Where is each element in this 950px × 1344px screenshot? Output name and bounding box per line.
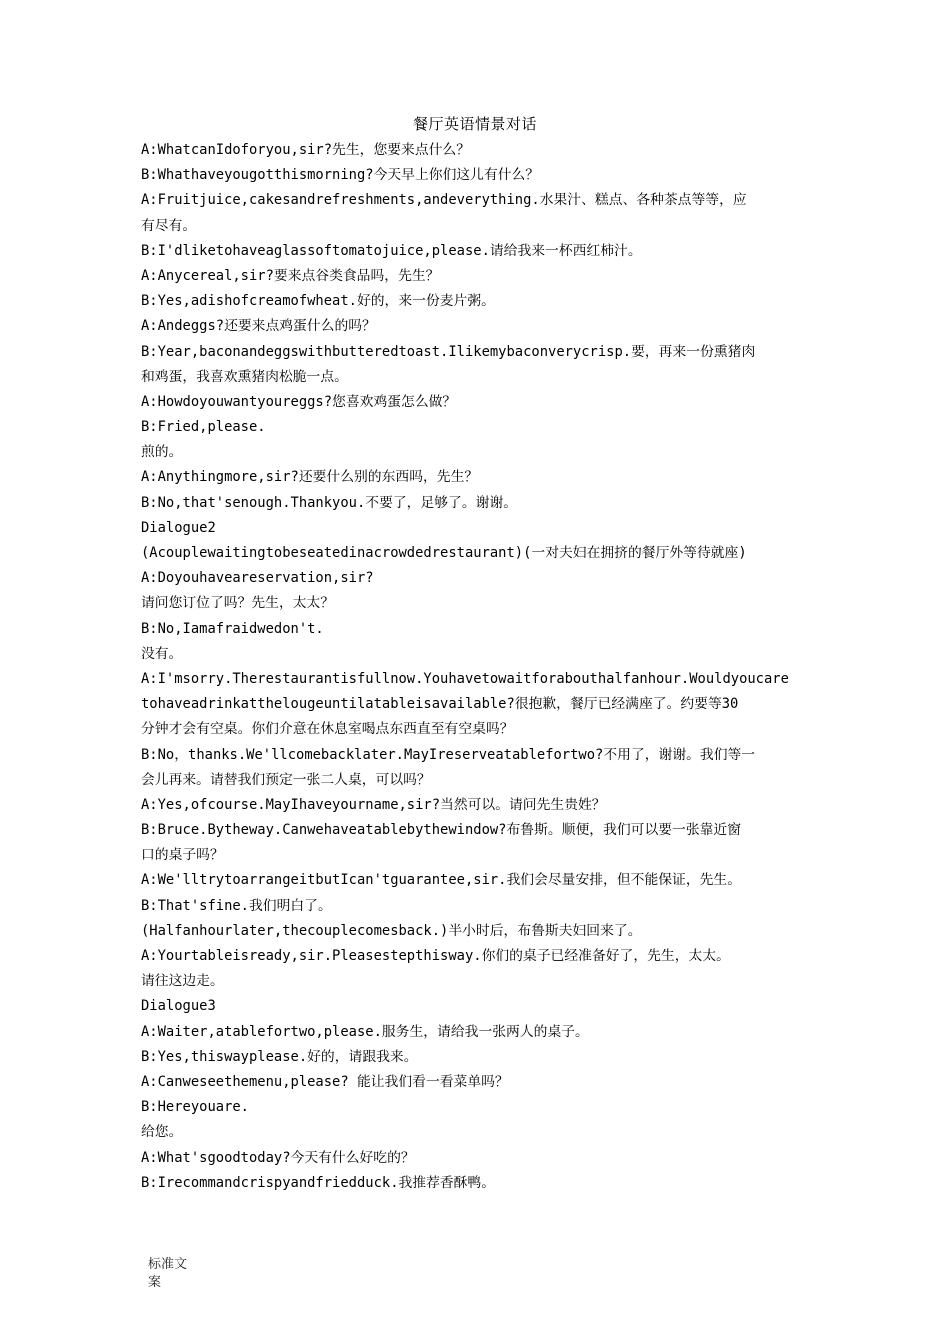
- text-line: A:Yourtableisready,sir.Pleasestepthisway.你们的桌子已经准备好了，先生，太太。: [141, 948, 730, 964]
- text-line: B:Irecommandcrispyandfriedduck.我推荐香酥鸭。: [141, 1174, 496, 1191]
- text-line: B:Yes,adishofcreamofwheat.好的，来一份麦片粥。: [141, 293, 495, 310]
- text-line: A:Anythingmore,sir?还要什么别的东西吗，先生？: [141, 469, 479, 486]
- text-line: 给您。: [141, 1124, 183, 1141]
- text-line: A:Howdoyouwantyoureggs?您喜欢鸡蛋怎么做？: [141, 393, 457, 410]
- text-line: B:Fried,please.: [141, 419, 266, 436]
- text-line: Dialogue3: [141, 998, 216, 1015]
- text-line: B:No,that'senough.Thankyou.不要了，足够了。谢谢。: [141, 494, 518, 511]
- dialogue-body: [141, 138, 811, 1196]
- text-line: 有尽有。: [141, 217, 197, 234]
- text-line: 和鸡蛋，我喜欢熏猪肉松脆一点。: [141, 368, 348, 385]
- text-line: A:WhatcanIdoforyou,sir?先生，您要来点什么？: [141, 142, 471, 158]
- text-line: A:Fruitjuice,cakesandrefreshments,andeverything.水果汁、糕点、各种茶点等等，应: [141, 192, 747, 209]
- footer-label-line-2: 案: [148, 1275, 162, 1290]
- text-line: B:No,Iamafraidwedon't.: [141, 620, 324, 637]
- text-line: B:Bruce.Bytheway.Canwehaveatablebythewindow?布鲁斯。顺便，我们可以要一张靠近窗: [141, 822, 742, 839]
- text-line: B:That'sfine.我们明白了。: [141, 897, 332, 914]
- text-line: A:I'msorry.Therestaurantisfullnow.Youhavetowaitforabouthalfanhour.Wouldyoucare: [141, 670, 789, 687]
- footer-label: [148, 1256, 208, 1292]
- text-line: B:Yes,thiswayplease.好的，请跟我来。: [141, 1048, 418, 1065]
- text-line: B:No，thanks.We'llcomebacklater.MayIreserveatablefortwo?不用了，谢谢。我们等一: [141, 746, 756, 763]
- text-line: 会儿再来。请替我们预定一张二人桌，可以吗？: [141, 771, 431, 788]
- text-line: A:What'sgoodtoday?今天有什么好吃的？: [141, 1149, 415, 1166]
- text-line: B:Hereyouare.: [141, 1099, 249, 1116]
- text-line: Dialogue2: [141, 519, 216, 536]
- text-line: A:Andeggs?还要来点鸡蛋什么的吗？: [141, 318, 376, 335]
- text-line: B:I'dliketohaveaglassoftomatojuice,please.请给我来一杯西红柿汁。: [141, 242, 642, 259]
- text-line: A:We'lltrytoarrangeitbutIcan'tguarantee,sir.我们会尽量安排，但不能保证，先生。: [141, 872, 742, 889]
- text-line: B:Whathaveyougotthismorning?今天早上你们这儿有什么？: [141, 167, 540, 184]
- text-line: A:Canweseethemenu,please? 能让我们看一看菜单吗？: [141, 1073, 509, 1090]
- text-line: 煎的。: [141, 444, 183, 461]
- text-line: A:Waiter,atablefortwo,please.服务生，请给我一张两人的桌子。: [141, 1023, 589, 1040]
- text-line: A:Doyouhaveareservation,sir?: [141, 570, 374, 587]
- text-line: 请问您订位了吗？先生，太太？: [141, 595, 335, 612]
- text-line: tohaveadrinkatthelougeuntilatableisavailable?很抱歉，餐厅已经满座了。约要等30: [141, 696, 739, 713]
- text-line: 请往这边走。: [141, 973, 224, 990]
- text-line: (Halfanhourlater,thecouplecomesback.)半小时后，布鲁斯夫妇回来了。: [141, 922, 642, 939]
- text-line: 没有。: [141, 645, 183, 662]
- footer-label-line-1: 标准文: [148, 1257, 188, 1272]
- page-title: 餐厅英语情景对话: [412, 115, 537, 133]
- text-line: (Acouplewaitingtobeseatedinacrowdedrestaurant)(一对夫妇在拥挤的餐厅外等待就座): [141, 545, 747, 561]
- text-line: 口的桌子吗？: [141, 847, 224, 864]
- text-line: A:Yes,ofcourse.MayIhaveyourname,sir?当然可以。请问先生贵姓？: [141, 796, 606, 813]
- text-line: 分钟才会有空桌。你们介意在休息室喝点东西直至有空桌吗？: [141, 721, 514, 738]
- text-line: A:Anycereal,sir?要来点谷类食品吗，先生？: [141, 267, 440, 284]
- text-line: B:Year,baconandeggswithbutteredtoast.Ilikemybaconverycrisp.要，再来一份熏猪肉: [141, 343, 756, 360]
